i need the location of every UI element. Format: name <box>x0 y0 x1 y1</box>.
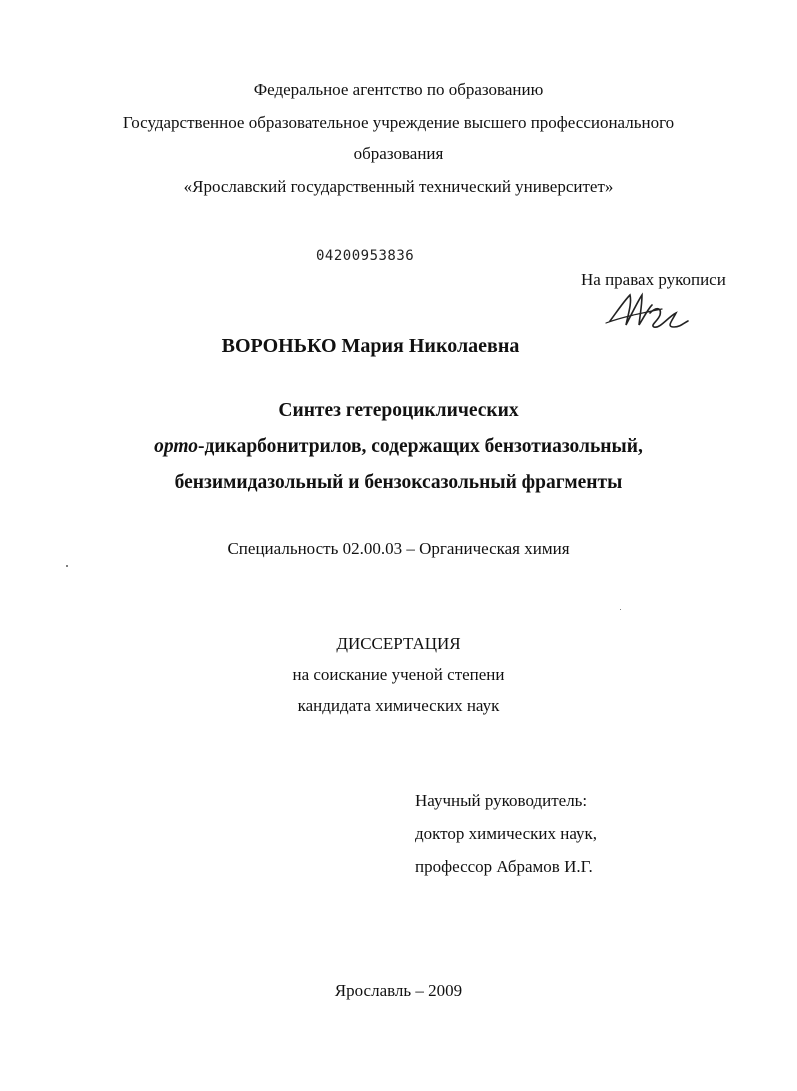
handwritten-signature <box>602 287 692 339</box>
institution-line-2: образования <box>353 144 444 163</box>
institution-line-1: Государственное образовательное учреждение высшего профессионального <box>122 113 675 132</box>
manuscript-rights: На правах рукописи <box>581 270 726 289</box>
university-name: «Ярославский государственный технический университет» <box>183 177 614 196</box>
dissertation-type: ДИССЕРТАЦИЯ <box>336 634 461 653</box>
supervisor-degree: доктор химических наук, <box>415 824 598 843</box>
agency-name: Федеральное агентство по образованию <box>253 80 544 99</box>
title-line-2 <box>0 434 797 460</box>
supervisor-label: Научный руководитель: <box>415 791 588 810</box>
specialty: Специальность 02.00.03 – Органическая химия <box>227 539 570 558</box>
dissertation-purpose: на соискание ученой степени <box>292 665 505 684</box>
author-name: ВОРОНЬКО Мария Николаевна <box>221 335 520 357</box>
dissertation-degree: кандидата химических наук <box>297 696 500 715</box>
title-line-1: Синтез гетероциклических <box>278 400 519 421</box>
supervisor-name: профессор Абрамов И.Г. <box>415 857 593 876</box>
scan-speck <box>66 565 68 567</box>
place-year: Ярославль – 2009 <box>334 981 463 1000</box>
title-line-3: бензимидазольный и бензоксазольный фрагменты <box>174 472 623 493</box>
title-ortho-prefix: орто <box>154 436 199 457</box>
scan-speck <box>620 609 621 610</box>
title-line-2-rest: -дикарбонитрилов, содержащих бензотиазольный, <box>198 436 643 457</box>
archive-stamp-number: 04200953836 <box>316 248 415 264</box>
